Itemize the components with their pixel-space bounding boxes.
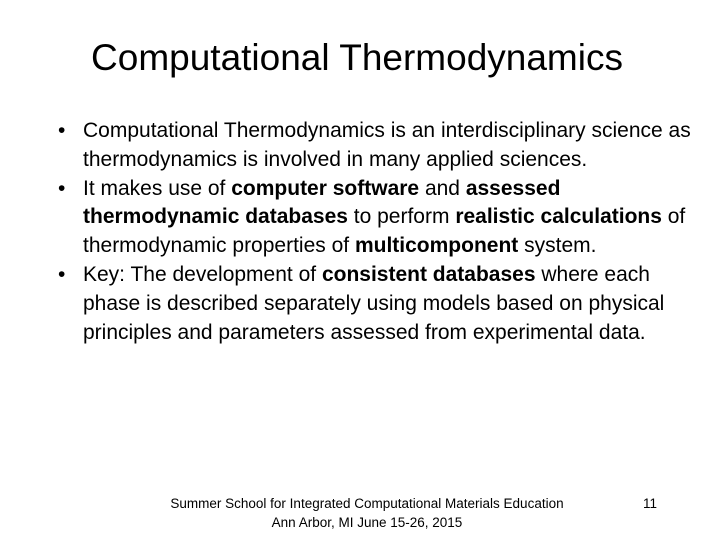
footer-line-event: Summer School for Integrated Computational Materials Education (170, 496, 564, 511)
bullet-text (83, 261, 708, 347)
bullet-text-segment: of thermodynamic properties of (83, 205, 686, 258)
bullet-text-segment: It makes use of (83, 176, 232, 200)
bullet-text-segment: Key: The development of (83, 262, 322, 286)
bullet-text-segment: where each phase is described separately using models based on physical principles and parameters assessed from experimental data. (83, 262, 665, 344)
bullet-text-segment: and (419, 176, 466, 200)
bullet-marker: • (58, 119, 66, 142)
bullet-text-bold: computer software (231, 176, 420, 200)
bullet-text-bold: realistic calculations (455, 205, 662, 229)
bullet-item (58, 175, 708, 261)
bullet-text-bold: consistent databases (321, 262, 536, 286)
bullet-text-segment: system. (518, 234, 597, 258)
bullet-text-bold: multicomponent (354, 234, 519, 258)
bullet-marker: • (58, 176, 66, 200)
slide-title: Computational Thermodynamics (91, 37, 623, 78)
bullet-list (58, 117, 708, 347)
bullet-item (58, 261, 708, 347)
footer-line-location-date: Ann Arbor, MI June 15-26, 2015 (271, 515, 463, 530)
bullet-text (83, 117, 708, 175)
bullet-text-segment: to perform (347, 205, 456, 229)
bullet-text-bold: assessed thermodynamic databases (83, 176, 561, 229)
bullet-text-segment: Computational Thermodynamics is an interdisciplinary science as thermodynamics is involved in many applied sciences. (83, 119, 691, 171)
slide-number: 11 (642, 496, 657, 511)
slide-footer (160, 494, 574, 532)
bullet-text (83, 175, 708, 261)
bullet-item (58, 117, 708, 175)
bullet-marker: • (58, 262, 66, 286)
